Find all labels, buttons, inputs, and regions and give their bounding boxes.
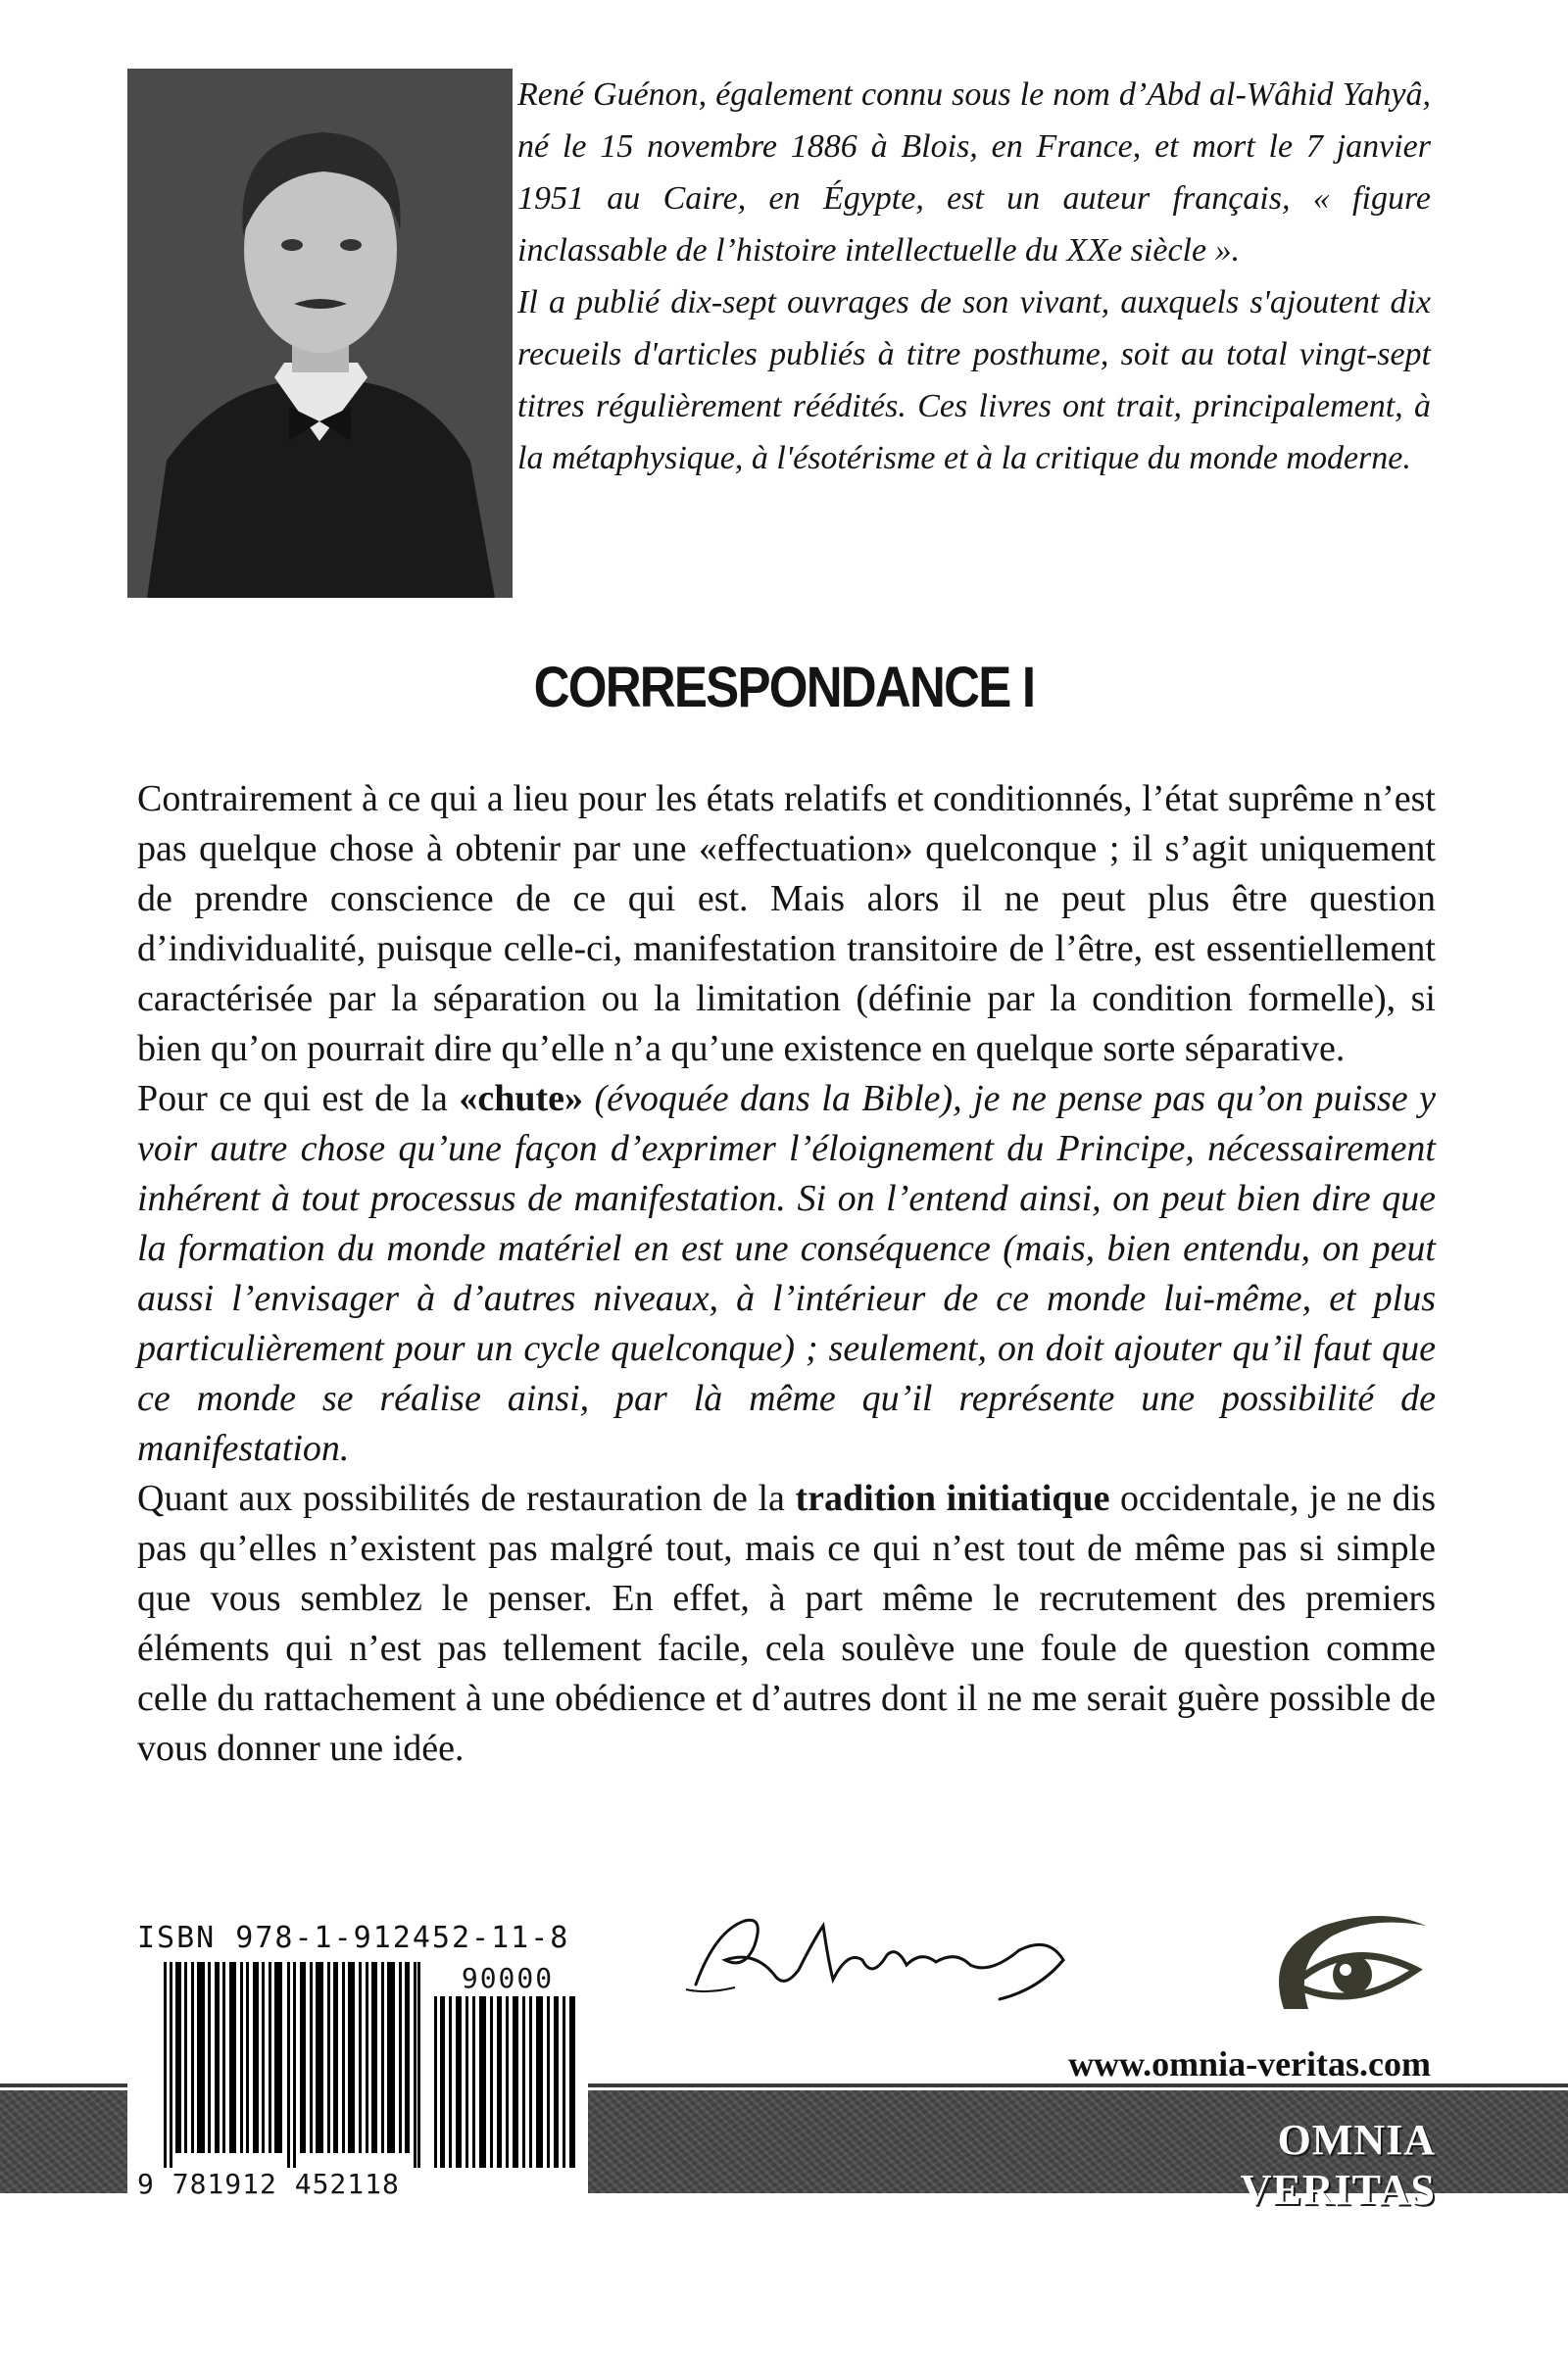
bio-paragraph-1: René Guénon, également connu sous le nom d’Abd al-Wâhid Yahyâ, né le 15 novembre 1886 à Blois, en France, et mort le 7 janvier 1951 au Caire, en Égypte, est un auteur français, « figure inclassable de l’histoire intellectuelle du XXe siècle ». (517, 76, 1431, 269)
eye-icon (1254, 1891, 1441, 2038)
book-title: CORRESPONDANCE I (533, 656, 1035, 719)
excerpt-paragraph-2: Pour ce qui est de la «chute» (évoquée dans la Bible), je ne pense pas qu’on puisse y voir autre chose qu’une façon d’exprimer l’éloignement du Principe, nécessairement inhérent à tout processus de manifestation. Si on l’entend ainsi, on peut bien dire que la formation du monde matériel en est une conséquence (mais, bien entendu, on peut aussi l’envisager à d’autres niveaux, à l’intérieur de ce monde lui-même, et plus particulièrement pour un cycle quelconque) ; seulement, on doit ajouter qu’il faut que ce monde se réalise ainsi, par là même qu’il représente une possibilité de manifestation. (137, 1078, 1436, 1469)
excerpt-paragraph-1: Contrairement à ce qui a lieu pour les états relatifs et conditionnés, l’état suprême n’est pas quelque chose à obtenir par une «effectuation» quelconque ; il s’agit uniquement de prendre conscience de ce qui est. Mais alors il ne peut plus être question d’individualité, puisque celle-ci, manifestation transitoire de l’être, est essentiellement caractérisée par la séparation ou la limitation (définie par la condition formelle), si bien qu’on pourrait dire qu’elle n’a qu’une existence en quelque sorte séparative. (137, 778, 1436, 1069)
excerpt-text (137, 774, 1436, 1774)
excerpt-paragraph-3: Quant aux possibilités de restauration de la tradition initiatique occidentale, je ne dis pas qu’elles n’existent pas malgré tout, mais ce qui n’est tout de même pas si simple que vous semblez le penser. En effet, à part même le recrutement des premiers éléments qui n’est pas tellement facile, cela soulève une foule de question comme celle du rattachement à une obédience et d’autres dont il ne me serait guère possible de vous donner une idée. (137, 1478, 1436, 1769)
barcode-digits: 9 781912 452118 (137, 2168, 404, 2200)
author-portrait (127, 69, 513, 598)
publisher-website[interactable]: www.omnia-veritas.com (1068, 2044, 1431, 2083)
author-bio (517, 69, 1431, 484)
bio-paragraph-2: Il a publié dix-sept ouvrages de son vivant, auxquels s'ajoutent dix recueils d'articles publiés à titre posthume, soit au total vingt-sept titres régulièrement réédités. Ces livres ont trait, principalement, à la métaphysique, à l'ésotérisme et à la critique du monde moderne. (517, 284, 1431, 476)
publisher-brand: OMNIA VERITAS (1240, 2116, 1436, 2214)
barcode (164, 1962, 420, 2168)
isbn-label: ISBN 978-1-912452-11-8 (137, 1921, 570, 1955)
author-signature (676, 1891, 1088, 2019)
barcode-addon-digits: 90000 (434, 1962, 581, 1994)
